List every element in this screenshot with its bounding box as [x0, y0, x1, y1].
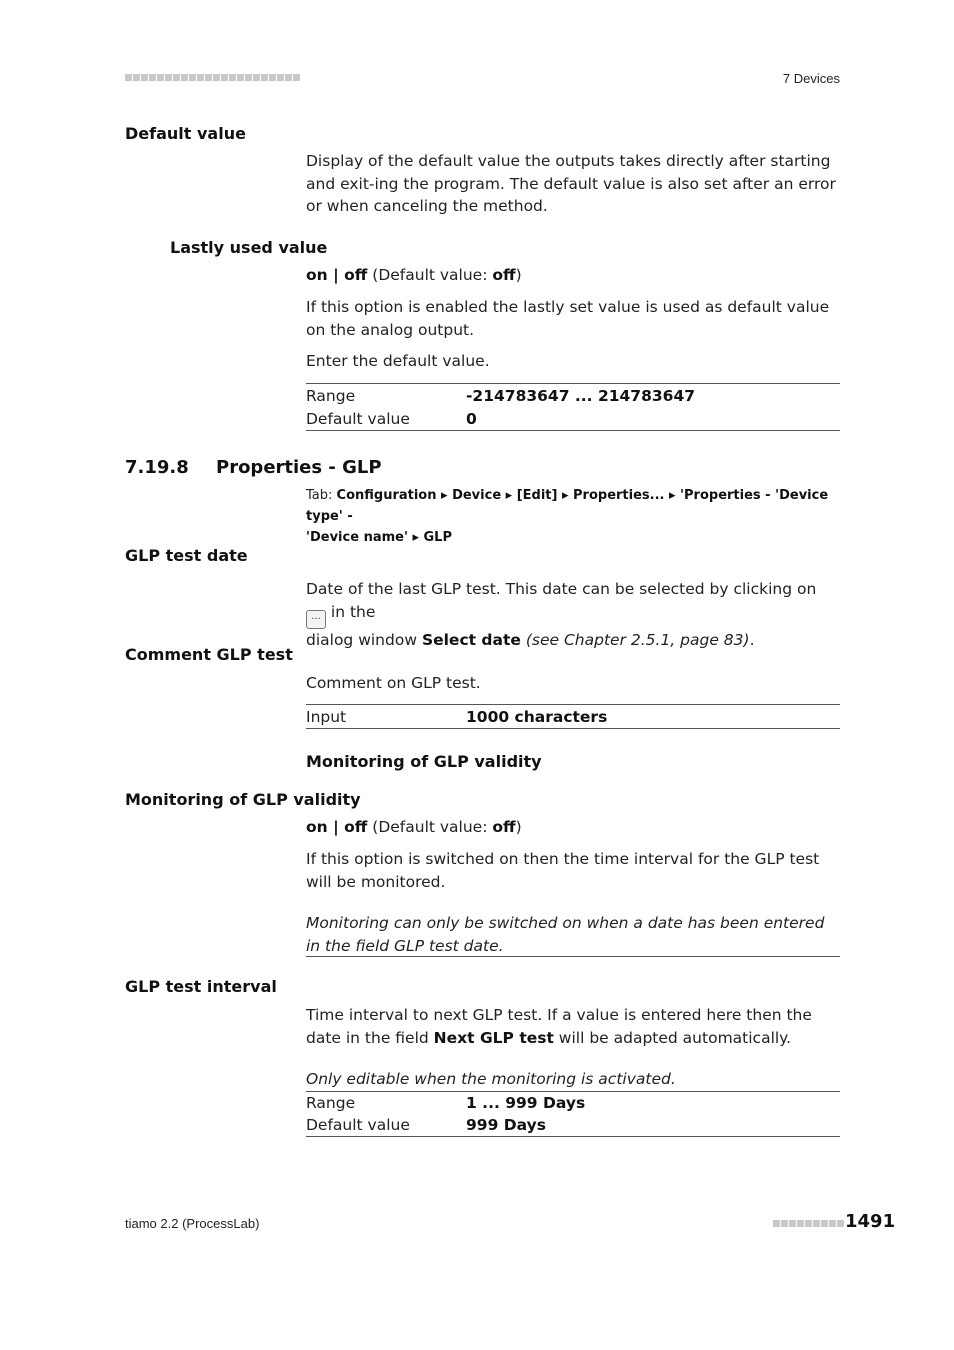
glp-interval-text-2: will be adapted automatically. [553, 1028, 792, 1047]
lastly-used-enter: Enter the default value. [306, 352, 490, 370]
table-row [306, 1092, 840, 1114]
field-name: Next GLP test [433, 1028, 554, 1047]
table-value: 1000 characters [466, 707, 608, 726]
options-default-value: off [492, 818, 516, 836]
comment-glp-table [306, 704, 840, 729]
default-value-description: Display of the default value the outputs takes directly after starting and exit-ing the program. The default value is also set after an error or when canceling the method. [306, 152, 836, 215]
table-key: Input [306, 707, 347, 726]
lastly-used-table [306, 383, 840, 431]
table-key: Default value [306, 1116, 410, 1134]
tab-path-line-2: 'Device name' ▸ GLP [306, 530, 452, 545]
table-row [306, 1114, 840, 1136]
table-value: 999 Days [466, 1116, 546, 1134]
table-row [306, 705, 840, 728]
default-value-heading: Default value [125, 124, 246, 143]
table-key: Range [306, 386, 356, 405]
table-row [306, 384, 840, 407]
note-divider [306, 956, 840, 957]
glp-test-date-heading: GLP test date [125, 546, 248, 565]
glp-date-text-1: Date of the last GLP test. This date can be selected by clicking on [306, 580, 817, 598]
glp-interval-note: Only editable when the monitoring is activated. [306, 1070, 676, 1088]
lastly-used-heading: Lastly used value [170, 238, 328, 257]
table-row [306, 407, 840, 430]
table-value: -214783647 ... 214783647 [466, 386, 696, 405]
glp-interval-text-1: Time interval to next GLP test. If a value is entered here then the date in the field [306, 1006, 812, 1047]
comment-glp-description: Comment on GLP test. [306, 674, 481, 692]
glp-date-text-3: dialog window [306, 631, 422, 649]
header-chapter: 7 Devices [782, 71, 840, 86]
page-number: 1491 [845, 1211, 896, 1232]
section-name: Properties - GLP [216, 457, 382, 478]
glp-interval-description [306, 1004, 840, 1049]
monitoring-description: If this option is switched on then the time interval for the GLP test will be monitored. [306, 850, 820, 891]
monitoring-note: Monitoring can only be switched on when a date has been entered in the field GLP test date. [306, 914, 825, 955]
options-label: on | off [306, 818, 368, 836]
options-default-prefix: (Default value: [367, 818, 493, 836]
chapter-reference: (see Chapter 2.5.1, page 83) [520, 631, 750, 649]
dialog-name: Select date [421, 631, 521, 649]
section-number: 7.19.8 [125, 457, 189, 478]
table-key: Range [306, 1094, 356, 1112]
options-suffix: ) [515, 266, 522, 284]
ellipsis-button-icon: ... [306, 610, 326, 629]
monitoring-options [306, 816, 840, 839]
header-decoration [125, 74, 307, 82]
table-value: 0 [466, 409, 477, 428]
tab-path-line-1: Configuration ▸ Device ▸ [Edit] ▸ Properties... ▸ 'Properties - 'Device type' - [306, 488, 829, 524]
footer-product: tiamo 2.2 (ProcessLab) [125, 1216, 260, 1231]
monitoring-heading: Monitoring of GLP validity [125, 790, 361, 809]
glp-test-date-description [306, 578, 840, 652]
options-default-prefix: (Default value: [367, 266, 493, 284]
glp-interval-heading: GLP test interval [125, 977, 277, 996]
lastly-used-options [306, 264, 840, 287]
table-value: 1 ... 999 Days [466, 1094, 586, 1112]
tab-prefix: Tab: [306, 488, 337, 503]
table-key: Default value [306, 409, 410, 428]
options-default-value: off [492, 266, 516, 284]
glp-date-text-2: in the [326, 603, 376, 621]
glp-interval-table [306, 1091, 840, 1137]
footer-decoration [773, 1220, 844, 1227]
tab-path [306, 485, 840, 548]
section-title [125, 457, 382, 478]
options-label: on | off [306, 266, 368, 284]
glp-date-end: . [749, 631, 755, 649]
options-suffix: ) [515, 818, 522, 836]
lastly-used-description: If this option is enabled the lastly set value is used as default value on the analog output. [306, 298, 830, 339]
monitoring-group-title: Monitoring of GLP validity [306, 752, 542, 771]
comment-glp-heading: Comment GLP test [125, 645, 293, 664]
